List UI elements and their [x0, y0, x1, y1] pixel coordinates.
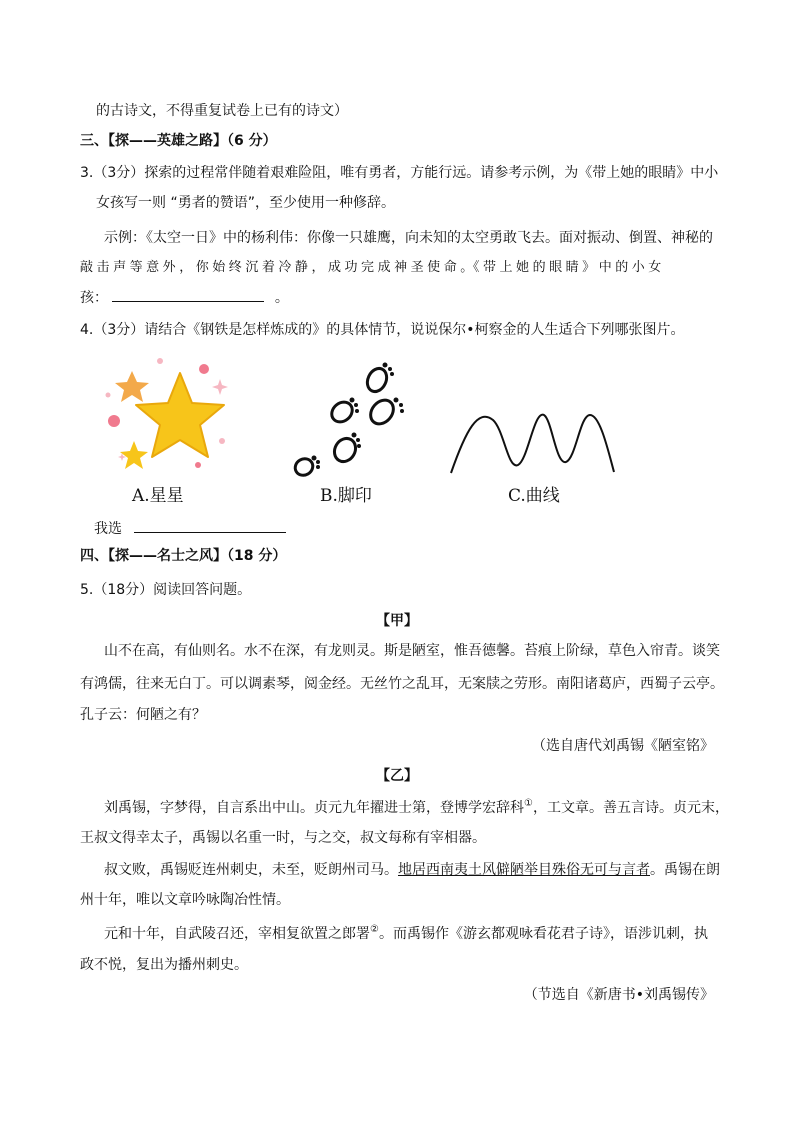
yi-line1-text-a: 刘禹锡，字梦得，自言系出中山。贞元九年擢进士第，登博学宏辞科 — [104, 800, 524, 816]
jia-title: 【甲】 — [376, 613, 418, 629]
question-3-line1: 3.（3分）探索的过程常伴随着艰难险阻，唯有勇者，方能行远。请参考示例，为《带上她的眼睛》中小 — [80, 165, 719, 181]
dot-icon — [195, 462, 201, 468]
underlined-sentence: 地居西南夷土风僻陋举目殊俗无可与言者 — [398, 862, 650, 878]
jia-line2: 有鸿儒，往来无白丁。可以调素琴，阅金经。无丝竹之乱耳，无案牍之劳形。南阳诸葛庐，西蜀子云亭。 — [80, 676, 724, 692]
yi-title: 【乙】 — [376, 768, 418, 784]
dot-icon — [157, 358, 163, 364]
yi-line3-text-a: 叔文败，禹锡贬连州刺史，未至，贬朗州司马。 — [104, 862, 398, 878]
yi-line5 — [104, 924, 708, 946]
yi-line6: 政不悦，复出为播州刺史。 — [80, 957, 248, 973]
footprint-icon — [330, 435, 359, 466]
yi-source: （节选自《新唐书•刘禹锡传》 — [523, 987, 714, 1003]
footprint-icon — [364, 365, 390, 394]
dot-icon — [108, 415, 120, 427]
choose-line — [94, 518, 286, 539]
choose-label: 我选 — [94, 521, 122, 537]
footprint-icon — [366, 396, 398, 429]
dot-icon — [219, 438, 225, 444]
question-3-example-line2: 敲 击 声 等 意 外 ， 你 始 终 沉 着 冷 静 ， 成 功 完 成 神 圣 使 命 。《 带 上 她 的 眼 睛 》 中 的 小 女 — [80, 260, 662, 275]
star-cluster-image — [100, 355, 240, 480]
section-3-heading: 三、【探——英雄之路】（6 分） — [80, 133, 277, 149]
answer-prefix: 孩： — [80, 290, 108, 306]
option-c-label: C.曲线 — [508, 486, 560, 506]
big-star-icon — [136, 373, 224, 457]
yi-line1 — [104, 798, 729, 820]
yi-line5-text-b: 。而禹锡作《游玄都观咏看花君子诗》，语涉讥刺，执 — [378, 926, 708, 942]
yi-line3-text-b: 。禹锡在朗 — [650, 862, 720, 878]
dot-icon — [106, 393, 111, 398]
wave-curve-image — [448, 410, 618, 475]
question-5-line: 5.（18分）阅读回答问题。 — [80, 582, 252, 598]
section-4-heading: 四、【探——名士之风】（18 分） — [80, 548, 287, 564]
jia-line3: 孔子云：何陋之有？ — [80, 707, 206, 723]
answer-blank-3[interactable] — [112, 287, 264, 302]
small-star-icon — [120, 441, 148, 469]
wave-line — [451, 415, 614, 473]
answer-blank-4[interactable] — [134, 518, 286, 533]
line-preamble: 的古诗文，不得重复试卷上已有的诗文） — [96, 103, 348, 119]
small-star-icon — [115, 371, 149, 402]
yi-line1-text-b: ，工文章。善五言诗。贞元末， — [532, 800, 729, 816]
question-3-answer-line — [80, 287, 289, 308]
jia-line1: 山不在高，有仙则名。水不在深，有龙则灵。斯是陋室，惟吾德馨。苔痕上阶绿，草色入帘青。谈笑 — [104, 643, 720, 659]
jia-source: （选自唐代刘禹锡《陋室铭》 — [532, 738, 714, 754]
dot-icon — [199, 364, 209, 374]
sparkle-icon — [212, 379, 228, 395]
answer-suffix: 。 — [274, 290, 289, 306]
yi-line4: 州十年，唯以文章吟咏陶冶性情。 — [80, 892, 290, 908]
footprints-image — [290, 360, 415, 480]
yi-line3 — [104, 860, 720, 880]
yi-line2: 王叔文得幸太子，禹锡以名重一时，与之交，叔文每称有宰相器。 — [80, 830, 486, 846]
question-3-line2: 女孩写一则 “勇者的赞语”，至少使用一种修辞。 — [96, 195, 395, 211]
question-4-line: 4.（3分）请结合《钢铁是怎样炼成的》的具体情节，说说保尔•柯察金的人生适合下列哪张图片。 — [80, 322, 685, 338]
footnote-marker-2: ② — [370, 924, 379, 935]
question-3-example-line1: 示例：《太空一日》中的杨利伟：你像一只雄鹰，向未知的太空勇敢飞去。面对振动、倒置、神秘的 — [104, 230, 713, 246]
yi-line5-text-a: 元和十年，自武陵召还，宰相复欲置之郎署 — [104, 926, 370, 942]
option-b-label: B.脚印 — [320, 486, 372, 506]
option-a-label: A.星星 — [132, 486, 184, 506]
footnote-marker-1: ① — [524, 798, 533, 809]
